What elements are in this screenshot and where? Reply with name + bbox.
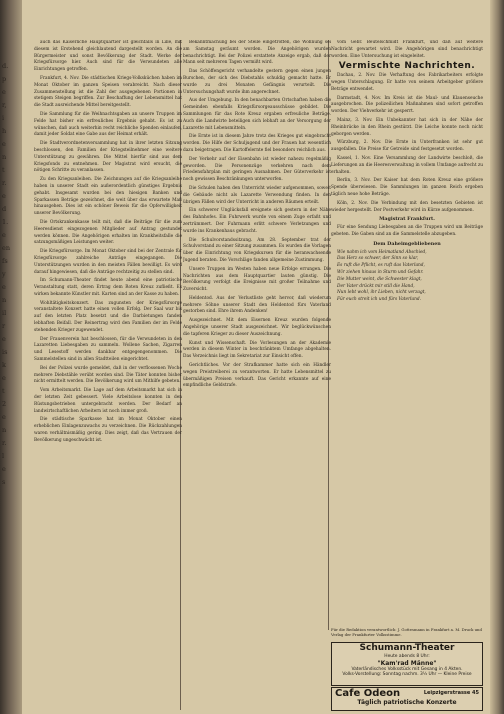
left-margin-fragments <box>2 60 18 700</box>
margin-fragment: l <box>2 452 5 460</box>
margin-fragment: 1. <box>2 218 9 226</box>
poem-line: Das Herz so schwer, der Sinn so klar, <box>337 256 419 262</box>
margin-fragment: t <box>2 387 5 395</box>
poem-line: Nun lebt wohl, ihr Lieben, nicht verzagt, <box>337 290 426 296</box>
margin-fragment: e <box>2 231 6 239</box>
ad-title: Schumann-Theater <box>359 643 455 653</box>
margin-fragment: n <box>2 153 7 161</box>
margin-fragment: r. <box>2 439 7 447</box>
poem-line: Die Mutter weint, die Schwester klagt, <box>337 276 422 282</box>
schumann-theater-ad <box>331 642 483 686</box>
poem <box>331 250 483 304</box>
ad-time: Heute abends 8 Uhr: <box>384 654 430 659</box>
page-binding <box>0 0 22 714</box>
article-paragraph: Heldentod. Aus der Verlustliste geht hervor, daß wiederum mehrere Söhne unserer Stadt den Heldentod fürs Vaterland gestorben sind. Ehre ihrem Andenken! <box>183 295 331 315</box>
margin-fragment: r, <box>2 101 7 109</box>
article-paragraph: Aus der Umgebung. In den benachbarten Ortschaften haben die Gemeinden ebenfalls Kriegsfürsorgeausschüsse gebildet. Die Sammlungen für das Rote Kreuz ergaben erfreuliche Beträge. Auch die Landwirte beteiligen sich lebhaft an der Versorgung der Lazarette mit Lebensmitteln. <box>183 98 331 131</box>
article-paragraph: Die Ortskrankenkasse teilt mit, daß die Beiträge für die zum Heeresdienst eingezogenen Mitglieder auf Antrag gestundet werden können. Die Angehörigen erhalten im Krankheitsfalle die satzungsmäßigen Leistungen weiter. <box>34 219 182 246</box>
margin-fragment: e <box>2 88 6 96</box>
poem-line: Der Vater drückt mir still die Hand, <box>337 283 415 289</box>
article-paragraph: Würzburg, 2. Nov. Die Ernte in Unterfranken ist sehr gut ausgefallen. Die Preise für Getreide sind festgesetzt worden. <box>331 140 483 153</box>
margin-fragment: y <box>2 270 6 278</box>
article-paragraph: Die Sammlung für die Weihnachtsgaben an unsere Truppen im Felde hat bisher ein erfreuliches Ergebnis gehabt. Es ist zu wünschen, daß auch weiterhin recht reichliche Spenden einlaufen, damit jeder Soldat eine Gabe aus der Heimat erhält. <box>34 111 182 138</box>
poem-line: Es ruft die Pflicht, es ruft das Vaterland, <box>337 263 425 269</box>
article-paragraph: Ein schwerer Unglücksfall ereignete sich gestern in der Nähe des Bahnhofes. Ein Fuhrwerk wurde von einem Zuge erfaßt und zertrümmert. Der Fuhrmann erlitt schwere Verletzungen und wurde ins Krankenhaus gebracht. <box>183 208 331 234</box>
margin-fragment: e <box>2 335 6 343</box>
margin-fragment: en <box>2 244 11 252</box>
article-column-2 <box>183 40 331 680</box>
ad-feature: "Kam'rad Männe" <box>377 659 437 667</box>
article-paragraph: Das Schöffengericht verhandelte gestern gegen einen jungen Burschen, der sich des Diebstahls schuldig gemacht hatte. Er wurde zu drei Monaten Gefängnis verurteilt. Die Untersuchungshaft wurde ihm angerechnet. <box>183 69 331 95</box>
article-paragraph: Berlin, 3. Nov. Der Kaiser hat dem Roten Kreuz eine größere Spende überwiesen. Die Sammlungen im ganzen Reich ergeben täglich neue hohe Beträge. <box>331 178 483 197</box>
poem-line: Wie nahm ich vom Heimatland Abschied, <box>337 249 427 255</box>
article-paragraph: Der Frauenverein hat beschlossen, für die Verwundeten in den Lazaretten Liebesgaben zu sammeln. Wollene Sachen, Zigarren und Lesestoff werden dankbar entgegengenommen. Die Sammelstellen sind in allen Stadtteilen eingerichtet. <box>34 336 182 363</box>
article-paragraph: Bei der Polizei wurde gemeldet, daß in der verflossenen Woche mehrere Diebstähle verübt worden sind. Die Täter konnten bisher nicht ermittelt werden. Die Bevölkerung wird um Mithilfe gebeten. <box>34 365 182 385</box>
imprint-footer: Für die Redaktion verantwortlich: J. Gottesmann in Frankfurt a. M. Druck und Verlag der Frankfurter Volksstimme. <box>331 627 482 637</box>
article-paragraph: Unsere Truppen im Westen haben neue Erfolge errungen. Die Nachrichten aus dem Hauptquartier lauten günstig. Die Bevölkerung verfolgt die Ereignisse mit großer Teilnahme und Zuversicht. <box>183 266 331 293</box>
poem-title: Dem Daheimgebliebenen <box>373 240 441 247</box>
article-column-1 <box>34 40 182 680</box>
margin-fragment: e <box>2 413 6 421</box>
article-paragraph: Dachau, 2. Nov. Die Verhaftung des Fabrikarbeiters erfolgte wegen Unterschlagung. Er hatte von seinem Arbeitgeber größere Beträge entwendet. <box>331 73 483 92</box>
margin-fragment: d <box>2 205 7 213</box>
article-paragraph: Die Stadtverordnetenversammlung hat in ihrer letzten Sitzung beschlossen, den Familien der Kriegsteilnehmer eine weitere Unterstützung zu gewähren. Die Mittel hierfür sind aus dem Kriegsfonds zu entnehmen. Der Magistrat wird ersucht, die nötigen Schritte zu veranlassen. <box>34 141 182 174</box>
ad-address: Leipzigerstrasse 45 <box>423 690 479 696</box>
notice-text: Für eine Sendung Liebesgaben an die Truppen wird um Beiträge gebeten. Die Gaben sind an die Sammelstelle abzugeben. <box>331 225 483 237</box>
margin-fragment: n <box>2 426 7 434</box>
margin-fragment: k <box>2 361 6 369</box>
margin-fragment: e <box>2 192 6 200</box>
ad-title: Cafe Odeon <box>335 688 401 699</box>
article-paragraph: Kassel, 1. Nov. Eine Versammlung der Landwirte beschloß, die Lieferungen an die Heeresverwaltung in vollem Umfange aufrecht zu erhalten. <box>331 155 483 175</box>
article-paragraph: Bekanntmachung bei der Stelle eingetroffen, die Wohnung sei am Samstag geräumt worden. Die Angehörigen wurden benachrichtigt. Bei der Polizei erstattete Anzeige ergab, daß der Mann seit mehreren Tagen vermißt wird. <box>183 40 331 66</box>
notice-title: Magistrat Frankfurt. <box>379 216 435 223</box>
poem-line: Für euch streit ich und fürs Vaterland. <box>337 297 421 303</box>
article-paragraph: Die städtische Sparkasse hat im Monat Oktober einen erheblichen Einlagenzuwachs zu verzeichnen. Die Rückzahlungen waren verhältnismäßig gering. Dies zeigt, daß das Vertrauen der Bevölkerung ungeschwächt ist. <box>34 417 182 443</box>
margin-fragment: e <box>2 283 6 291</box>
margin-fragment: e <box>2 140 6 148</box>
margin-fragment: p <box>2 75 7 83</box>
article-paragraph: Mainz, 3. Nov. Ein Unbekannter hat sich in der Nähe der Rheinbrücke in den Rhein gestürzt. Die Leiche konnte noch nicht geborgen werden. <box>331 117 483 137</box>
article-paragraph: Die Schulvorstandssitzung. Am 28. September trat der Schulvorstand zu einer Sitzung zusammen. Es wurden die Vorlagen über die Einrichtung von Kriegskursen für die heranwachsende Jugend beraten. Die Vorschläge fanden allgemeine Zustimmung. <box>183 237 331 263</box>
article-paragraph: auch das Kaiserliche Hauptquartier ist gleichfalls in Lille, mit diesem ist Erstehend gleichlautend dargestellt worden. An die Bürgermeister und sonst Bevölkerung der Stadt. Werke der Kriegsfürsorge hier. Auch sind für die Verwundeten alle Einrichtungen getroffen. <box>34 40 182 73</box>
margin-fragment: i <box>2 114 5 122</box>
article-paragraph: Kunst und Wissenschaft. Die Vorlesungen an der Akademie werden in diesem Winter in beschränktem Umfange abgehalten. Das Verzeichnis liegt im Sekretariat zur Einsicht offen. <box>183 340 331 360</box>
margin-fragment: il <box>2 309 7 317</box>
margin-fragment: e <box>2 374 6 382</box>
margin-fragment: is <box>2 348 8 356</box>
margin-fragment: fs <box>2 257 8 265</box>
article-paragraph: Vom Arbeitsmarkt. Die Lage auf dem Arbeitsmarkt hat sich in der letzten Zeit gebessert. Viele Arbeitslose konnten in den Rüstungsbetrieben untergebracht werden. Der Bedarf an landwirtschaftlichen Arbeitern ist noch immer groß. <box>34 388 182 414</box>
page-edge-shadow <box>490 0 504 714</box>
article-paragraph: Wohltätigkeitskonzert. Das zugunsten der Kriegsfürsorge veranstaltete Konzert hatte einen vollen Erfolg. Der Saal war bis auf den letzten Platz besetzt und die Darbietungen fanden lebhaften Beifall. Der Reinertrag wird den Familien der im Felde stehenden Krieger zugewendet. <box>34 300 182 333</box>
article-paragraph: Frankfurt, 4. Nov. Die städtischen Kriegs-Volksküchen haben im Monat Oktober im ganzen Speisen verabreicht. Nach dieser Zusammenstellung ist die Zahl der ausgegebenen Portionen in stetigem Steigen begriffen. Zur Beschaffung der Lebensmittel hat die Stadt ausreichende Mittel bereitgestellt. <box>34 75 182 109</box>
margin-fragment: d. <box>2 62 9 70</box>
article-column-3 <box>331 40 483 640</box>
article-paragraph: Darmstadt, 4. Nov. Im Kreis ist die Maul- und Klauenseuche ausgebrochen. Die polizeilichen Maßnahmen sind sofort getroffen worden. Der Viehverkehr ist gesperrt. <box>331 95 483 115</box>
ad-matinee: Volks-Vorstellung: Sonntag nachm. 3½ Uhr — Kleine Preise <box>342 672 472 678</box>
news-items <box>331 73 483 214</box>
margin-fragment: n <box>2 296 7 304</box>
poem-line: Wir ziehen hinaus in Sturm und Gefahr. <box>337 269 424 275</box>
cafe-odeon-ad <box>331 687 483 711</box>
margin-fragment: r. <box>2 179 7 187</box>
column3-intro: vom Gebr. Beutelschmidt Frankfurt, und daß auf weitere Nachricht gewartet wird. Die Angehörigen sind benachrichtigt worden. Eine Untersuchung ist eingeleitet. <box>331 40 483 59</box>
section-heading: Vermischte Nachrichten. <box>338 61 476 72</box>
article-paragraph: Der Verkehr auf der Eisenbahn ist wieder nahezu regelmäßig geworden. Die Personenzüge verkehren nach dem Friedensfahrplan mit geringen Ausnahmen. Der Güterverkehr ist noch gewissen Beschränkungen unterworfen. <box>183 156 331 183</box>
margin-fragment: t <box>2 166 5 174</box>
margin-fragment: s <box>2 478 6 486</box>
article-paragraph: Die Ernte ist in diesem Jahre trotz des Krieges gut eingebracht worden. Die Hilfe der Schuljugend und der Frauen hat wesentlich dazu beigetragen. Die Kartoffelernte fiel besonders reichlich aus. <box>183 134 331 153</box>
article-paragraph: Die Schulen haben den Unterricht wieder aufgenommen, soweit die Gebäude nicht als Lazarette Verwendung finden. In den übrigen Fällen wird der Unterricht in anderen Räumen erteilt. <box>183 185 331 205</box>
article-paragraph: Im Schumann-Theater findet heute abend eine patriotische Veranstaltung statt, deren Ertrag dem Roten Kreuz zufließt. Es wirken bekannte Künstler mit. Karten sind an der Kasse zu haben. <box>34 278 182 297</box>
margin-fragment: h <box>2 127 7 135</box>
article-paragraph: Die Kriegsfürsorge. Im Monat Oktober sind bei der Zentrale für Kriegsfürsorge zahlreiche Anträge eingegangen. Die Unterstützungen wurden in den meisten Fällen bewilligt. Es wird darauf hingewiesen, daß die Anträge rechtzeitig zu stellen sind. <box>34 249 182 275</box>
article-paragraph: Ausgezeichnet. Mit dem Eisernen Kreuz wurden folgende Angehörige unserer Stadt ausgezeichnet. Wir beglückwünschen die tapferen Krieger zu dieser Auszeichnung. <box>183 318 331 337</box>
margin-fragment: 2 <box>2 400 7 408</box>
article-paragraph: Zu den Kriegsanleihen. Die Zeichnungen auf die Kriegsanleihe haben in unserer Stadt ein außerordentlich günstiges Ergebnis gehabt. Insgesamt wurden bei den hiesigen Banken und Sparkassen Beträge gezeichnet, die weit über das erwartete Maß hinausgehen. Dies ist ein schöner Beweis für die Opferwilligkeit unserer Bevölkerung. <box>34 177 182 217</box>
article-paragraph: Gerichtliches. Vor der Strafkammer hatte sich ein Händler wegen Preistreiberei zu verantworten. Er hatte Lebensmittel zu übermäßigen Preisen verkauft. Das Gericht erkannte auf eine empfindliche Geldstrafe. <box>183 363 331 389</box>
margin-fragment: e <box>2 465 6 473</box>
margin-fragment: r <box>2 322 6 330</box>
ad-description: Vaterländisches Volksstück mit Gesang in 4 Akten. <box>351 666 463 672</box>
ad-tagline: Täglich patriotische Konzerte <box>357 699 457 706</box>
article-paragraph: Köln, 2. Nov. Die Verbindung mit den besetzten Gebieten ist wieder hergestellt. Der Postverkehr wird in Kürze aufgenommen. <box>331 200 483 213</box>
